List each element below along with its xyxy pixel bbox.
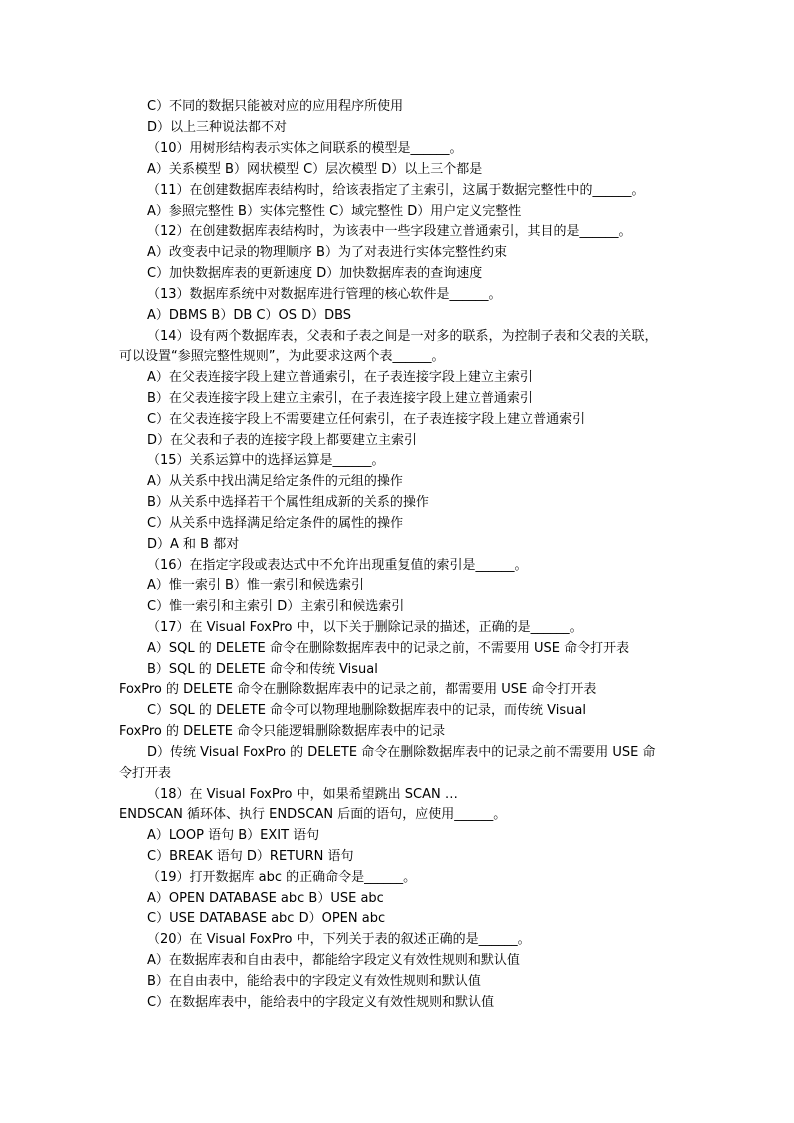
- text-line: A）惟一索引 B）惟一索引和候选索引: [147, 578, 364, 593]
- text-line: （13）数据库系统中对数据库进行管理的核心软件是______。: [147, 287, 502, 302]
- text-line: A）改变表中记录的物理顺序 B）为了对表进行实体完整性约束: [147, 245, 507, 260]
- text-line: A）DBMS B）DB C）OS D）DBS: [147, 308, 352, 323]
- text-line: B）在自由表中，能给表中的字段定义有效性规则和默认值: [147, 974, 481, 989]
- text-line: A）SQL 的 DELETE 命令在删除数据库表中的记录之前，不需要用 USE 命令打开表: [147, 641, 630, 656]
- text-line: D）以上三种说法都不对: [147, 120, 288, 135]
- text-line: B）SQL 的 DELETE 命令和传统 Visual: [147, 662, 378, 677]
- text-line: A）在数据库表和自由表中，都能给字段定义有效性规则和默认值: [147, 953, 520, 968]
- text-line: （20）在 Visual FoxPro 中，下列关于表的叙述正确的是______。: [147, 932, 531, 947]
- text-line: （17）在 Visual FoxPro 中，以下关于删除记录的描述，正确的是______。: [147, 620, 583, 635]
- text-line: A）OPEN DATABASE abc B）USE abc: [147, 891, 384, 906]
- text-line: C）在数据库表中，能给表中的字段定义有效性规则和默认值: [147, 995, 495, 1010]
- text-line: C）从关系中选择满足给定条件的属性的操作: [147, 516, 404, 531]
- text-line: 令打开表: [119, 766, 172, 781]
- text-line: B）在父表连接字段上建立主索引，在子表连接字段上建立普通索引: [147, 391, 533, 406]
- text-line: （18）在 Visual FoxPro 中，如果希望跳出 SCAN …: [147, 787, 458, 802]
- text-line: C）SQL 的 DELETE 命令可以物理地删除数据库表中的记录，而传统 Visual: [147, 703, 586, 718]
- text-line: （14）设有两个数据库表，父表和子表之间是一对多的联系，为控制子表和父表的关联，: [147, 329, 658, 344]
- text-line: （11）在创建数据库表结构时，给该表指定了主索引，这属于数据完整性中的______。: [147, 183, 645, 198]
- text-line: FoxPro 的 DELETE 命令只能逻辑删除数据库表中的记录: [119, 724, 446, 739]
- text-line: C）在父表连接字段上不需要建立任何索引，在子表连接字段上建立普通索引: [147, 412, 586, 427]
- text-line: D）A 和 B 都对: [147, 537, 240, 552]
- text-line: A）参照完整性 B）实体完整性 C）域完整性 D）用户定义完整性: [147, 204, 522, 219]
- text-line: C）惟一索引和主索引 D）主索引和候选索引: [147, 599, 405, 614]
- text-line: （16）在指定字段或表达式中不允许出现重复值的索引是______。: [147, 558, 528, 573]
- text-line: D）在父表和子表的连接字段上都要建立主索引: [147, 433, 418, 448]
- text-line: ENDSCAN 循环体、执行 ENDSCAN 后面的语句，应使用______。: [119, 807, 507, 822]
- text-line: C）不同的数据只能被对应的应用程序所使用: [147, 99, 404, 114]
- text-line: C）BREAK 语句 D）RETURN 语句: [147, 849, 354, 864]
- text-line: A）LOOP 语句 B）EXIT 语句: [147, 828, 320, 843]
- text-line: A）在父表连接字段上建立普通索引，在子表连接字段上建立主索引: [147, 370, 533, 385]
- text-line: A）从关系中找出满足给定条件的元组的操作: [147, 474, 403, 489]
- text-line: FoxPro 的 DELETE 命令在删除数据库表中的记录之前，都需要用 USE 命令打开表: [119, 682, 597, 697]
- text-line: A）关系模型 B）网状模型 C）层次模型 D）以上三个都是: [147, 162, 483, 177]
- text-line: C）USE DATABASE abc D）OPEN abc: [147, 911, 386, 926]
- text-line: B）从关系中选择若干个属性组成新的关系的操作: [147, 495, 429, 510]
- text-line: （10）用树形结构表示实体之间联系的模型是______。: [147, 141, 463, 156]
- text-line: 可以设置“参照完整性规则”，为此要求这两个表______。: [119, 349, 445, 364]
- text-line: （15）关系运算中的选择运算是______。: [147, 453, 385, 468]
- text-line: C）加快数据库表的更新速度 D）加快数据库表的查询速度: [147, 266, 483, 281]
- text-line: D）传统 Visual FoxPro 的 DELETE 命令在删除数据库表中的记录之前不需要用 USE 命: [147, 745, 656, 760]
- text-line: （12）在创建数据库表结构时，为该表中一些字段建立普通索引，其目的是______。: [147, 224, 632, 239]
- text-line: （19）打开数据库 abc 的正确命令是______。: [147, 870, 417, 885]
